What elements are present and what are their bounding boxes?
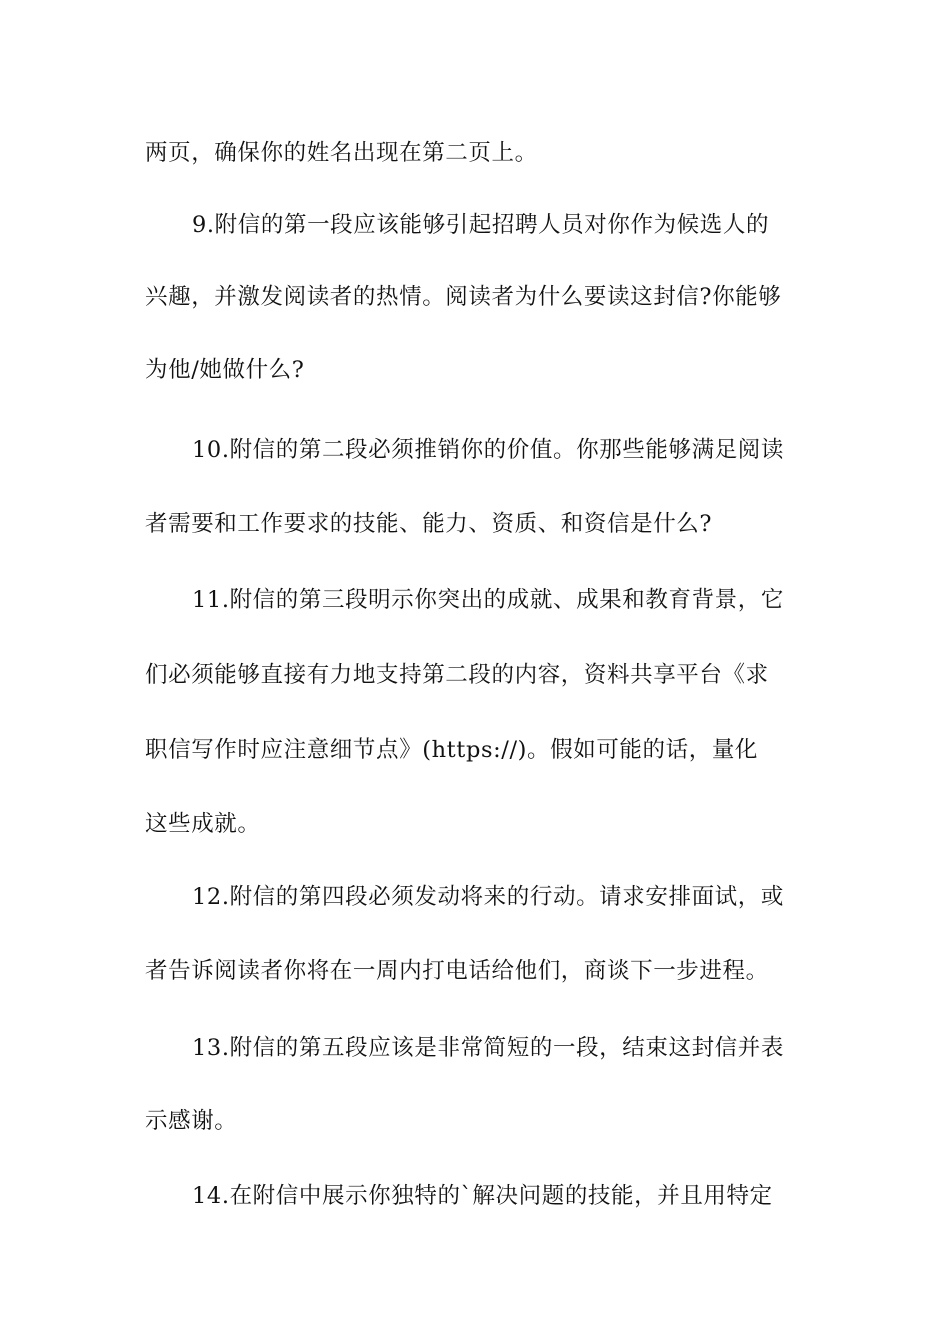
text-line: 兴趣，并激发阅读者的热情。阅读者为什么要读这封信?你能够 bbox=[145, 284, 782, 310]
text-line: 为他/她做什么? bbox=[145, 357, 305, 383]
text-line: 12.附信的第四段必须发动将来的行动。请求安排面试，或 bbox=[192, 884, 784, 910]
text-line: 者告诉阅读者你将在一周内打电话给他们，商谈下一步进程。 bbox=[145, 958, 769, 984]
text-line: 们必须能够直接有力地支持第二段的内容，资料共享平台《求 bbox=[145, 662, 769, 688]
text-line: 示感谢。 bbox=[145, 1108, 238, 1134]
text-line: 职信写作时应注意细节点》(https://)。假如可能的话，量化 bbox=[145, 737, 759, 763]
text-line: 者需要和工作要求的技能、能力、资质、和资信是什么? bbox=[145, 511, 713, 537]
text-line: 这些成就。 bbox=[145, 811, 261, 837]
text-line: 10.附信的第二段必须推销你的价值。你那些能够满足阅读 bbox=[192, 437, 784, 463]
text-line: 9.附信的第一段应该能够引起招聘人员对你作为候选人的 bbox=[192, 212, 770, 238]
text-line: 14.在附信中展示你独特的`解决问题的技能，并且用特定 bbox=[192, 1183, 773, 1209]
text-line: 11.附信的第三段明示你突出的成就、成果和教育背景，它 bbox=[192, 587, 784, 613]
text-line: 13.附信的第五段应该是非常简短的一段，结束这封信并表 bbox=[192, 1035, 784, 1061]
text-line: 两页，确保你的姓名出现在第二页上。 bbox=[145, 140, 538, 166]
